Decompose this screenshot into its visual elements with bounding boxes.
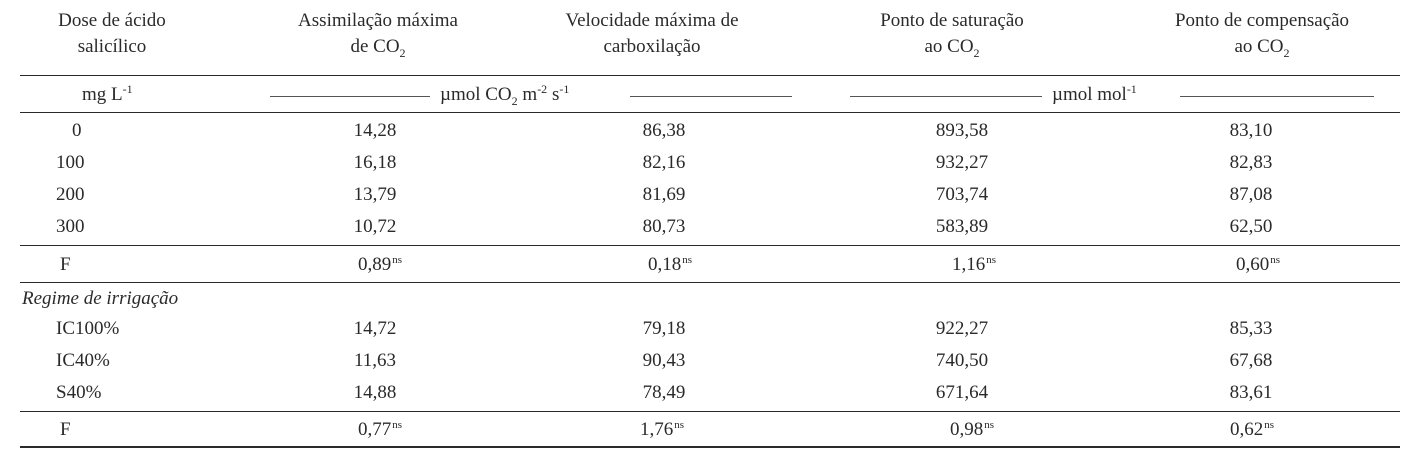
f-carboxylation: $0,18^{ns}$ (648, 254, 693, 275)
unit-ratio-line-left (850, 96, 1042, 97)
cell-compensation: 67,68 (1229, 350, 1273, 371)
cell-compensation: 83,61 (1229, 382, 1273, 403)
row-label: 200 (56, 184, 85, 205)
header-saturation-line1: Ponto de saturação (880, 10, 1024, 31)
header-dose-line1: Dose de ácido (58, 10, 166, 31)
cell-carboxylation: 80,73 (642, 216, 686, 237)
cell-compensation: 87,08 (1229, 184, 1273, 205)
f-assimilation: $0,89^{ns}$ (358, 254, 403, 275)
cell-saturation: 703,74 (935, 184, 989, 205)
unit-dose: mg $L^{-1}$ (82, 82, 133, 105)
header-assimilation-line2: de $CO_2$ (350, 36, 406, 60)
f-compensation: $0,60^{ns}$ (1236, 254, 1281, 275)
cell-carboxylation: 90,43 (642, 350, 686, 371)
cell-compensation: 85,33 (1229, 318, 1273, 339)
header-compensation-line1: Ponto de compensação (1174, 10, 1350, 31)
header-carboxylation-line2: carboxilação (603, 36, 701, 57)
unit-rate: µmol $CO_2$ $m^{-2}$ $s^{-1}$ (440, 82, 570, 108)
cell-saturation: 583,89 (935, 216, 989, 237)
cell-assimilation: 10,72 (353, 216, 397, 237)
cell-compensation: 83,10 (1229, 120, 1273, 141)
cell-assimilation: 16,18 (353, 152, 397, 173)
header-dose-line2: salicílico (77, 36, 147, 57)
row-label: 0 (72, 120, 82, 141)
unit-ratio: µmol mol$^{-1}$ (1052, 82, 1137, 105)
section1-f-rule (20, 245, 1400, 246)
cell-carboxylation: 79,18 (642, 318, 686, 339)
header-compensation-line2: ao $CO_2$ (1234, 36, 1290, 60)
cell-carboxylation: 82,16 (642, 152, 686, 173)
cell-saturation: 740,50 (935, 350, 989, 371)
header-assimilation-line1: Assimilação máxima (298, 10, 458, 31)
unit-rate-line-right (630, 96, 792, 97)
header-assimilation (298, 8, 458, 61)
header-carboxylation (565, 8, 738, 60)
cell-carboxylation: 81,69 (642, 184, 686, 205)
row-label: IC100% (56, 318, 120, 339)
f-saturation: $0,98^{ns}$ (950, 419, 995, 440)
f-label: F (60, 254, 71, 275)
row-label: IC40% (56, 350, 110, 371)
cell-compensation: 62,50 (1229, 216, 1273, 237)
header-compensation (1175, 8, 1349, 61)
f-assimilation: $0,77^{ns}$ (358, 419, 403, 440)
f-saturation: $1,16^{ns}$ (952, 254, 997, 275)
cell-saturation: 893,58 (935, 120, 989, 141)
units-rule (20, 112, 1400, 113)
header-saturation (880, 8, 1024, 61)
f-carboxylation: $1,76^{ns}$ (640, 419, 685, 440)
header-rule (20, 75, 1400, 76)
table-bottom-rule (20, 446, 1400, 448)
cell-carboxylation: 78,49 (642, 382, 686, 403)
f-label: F (60, 419, 71, 440)
row-label: S40% (56, 382, 102, 403)
cell-assimilation: 11,63 (353, 350, 397, 371)
unit-ratio-line-right (1180, 96, 1374, 97)
cell-carboxylation: 86,38 (642, 120, 686, 141)
header-carboxylation-line1: Velocidade máxima de (565, 10, 739, 31)
row-label: 100 (56, 152, 85, 173)
cell-assimilation: 14,28 (353, 120, 397, 141)
row-label: 300 (56, 216, 85, 237)
cell-compensation: 82,83 (1229, 152, 1273, 173)
cell-saturation: 932,27 (935, 152, 989, 173)
f-compensation: $0,62^{ns}$ (1230, 419, 1275, 440)
cell-saturation: 671,64 (935, 382, 989, 403)
cell-assimilation: 14,88 (353, 382, 397, 403)
section2-title: Regime de irrigação (22, 288, 179, 309)
section2-rule (20, 282, 1400, 283)
header-saturation-line2: ao $CO_2$ (924, 36, 980, 60)
cell-saturation: 922,27 (935, 318, 989, 339)
header-dose (58, 8, 166, 60)
unit-rate-line-left (270, 96, 430, 97)
cell-assimilation: 14,72 (353, 318, 397, 339)
cell-assimilation: 13,79 (353, 184, 397, 205)
section2-f-rule (20, 411, 1400, 412)
